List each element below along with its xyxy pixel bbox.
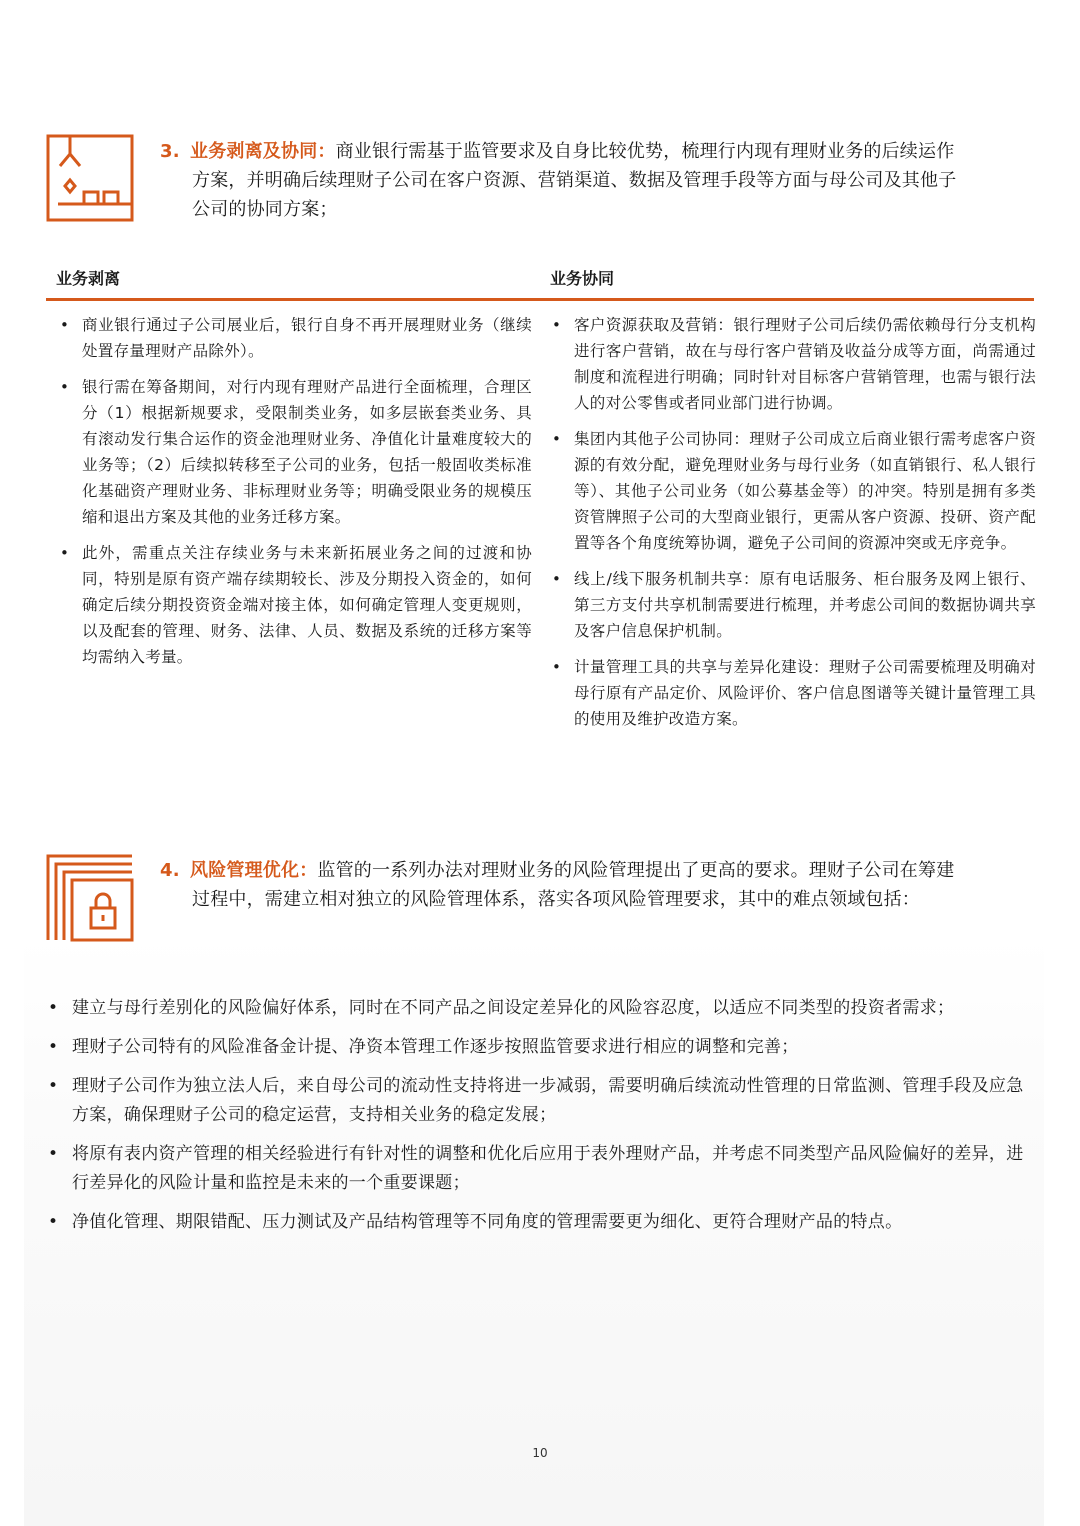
risk-difficulty-list [44,994,1038,1247]
list-item: • 建立与母行差别化的风险偏好体系，同时在不同产品之间设定差异化的风险容忍度，以适应不同类型的投资者需求； [44,994,1038,1023]
list-item: • 理财子公司作为独立法人后，来自母公司的流动性支持将进一步减弱，需要明确后续流动性管理的日常监测、管理手段及应急方案，确保理财子公司的稳定运营，支持相关业务的稳定发展； [44,1072,1038,1130]
header-divider [46,298,1034,301]
list-item: • 商业银行通过子公司展业后，银行自身不再开展理财业务（继续处置存量理财产品除外）。 [54,312,532,364]
list-item: • 计量管理工具的共享与差异化建设：理财子公司需要梳理及明确对母行原有产品定价、风险评价、客户信息图谱等关键计量管理工具的使用及维护改造方案。 [546,654,1036,732]
section3-intro [160,137,1040,224]
section3-line2: 方案，并明确后续理财子公司在客户资源、营销渠道、数据及管理手段等方面与母公司及其他子 [192,170,957,191]
separation-list [54,312,532,680]
list-item: • 将原有表内资产管理的相关经验进行有针对性的调整和优化后应用于表外理财产品，并考虑不同类型产品风险偏好的差异，进行差异化的风险计量和监控是未来的一个重要课题； [44,1140,1038,1198]
list-item: • 银行需在筹备期间，对行内现有理财产品进行全面梳理，合理区分（1）根据新规要求，受限制类业务，如多层嵌套类业务、具有滚动发行集合运作的资金池理财业务、净值化计量难度较大的业务等；（2）后续拟转移至子公司的业务，包括一般固收类标准化基础资产理财业务、非标理财业务等；明确受限业务的规模压缩和退出方案及其他的业务迁移方案。 [54,374,532,530]
section4-line2: 过程中，需建立相对独立的风险管理体系，落实各项风险管理要求，其中的难点领域包括： [192,889,920,910]
list-item: • 集团内其他子公司协同：理财子公司成立后商业银行需考虑客户资源的有效分配，避免理财业务与母行业务（如直销银行、私人银行等）、其他子公司业务（如公募基金等）的冲突。特别是拥有多类资管牌照子公司的大型商业银行，更需从客户资源、投研、资产配置等各个角度统筹协调，避免子公司间的资源冲突或无序竞争。 [546,426,1036,556]
column-header-business-synergy: 业务协同 [550,269,615,288]
column-header-business-separation: 业务剥离 [56,269,121,288]
lock-icon [46,854,134,946]
page-number: 10 [532,1446,548,1460]
list-item: • 净值化管理、期限错配、压力测试及产品结构管理等不同角度的管理需要更为细化、更符合理财产品的特点。 [44,1208,1038,1237]
section3-heading: 业务剥离及协同： [190,141,336,162]
list-item: • 线上/线下服务机制共享：原有电话服务、柜台服务及网上银行、第三方支付共享机制需要进行梳理，并考虑公司间的数据协调共享及客户信息保护机制。 [546,566,1036,644]
section3-line1: 商业银行需基于监管要求及自身比较优势，梳理行内现有理财业务的后续运作 [335,141,955,162]
section4-line1: 监管的一系列办法对理财业务的风险管理提出了更高的要求。理财子公司在筹建 [317,860,955,881]
section4-intro [160,856,1040,914]
section4-heading: 风险管理优化： [190,860,318,881]
list-item: • 理财子公司特有的风险准备金计提、净资本管理工作逐步按照监管要求进行相应的调整和完善； [44,1033,1038,1062]
section4-number: 4. [160,860,180,881]
list-item: • 客户资源获取及营销：银行理财子公司后续仍需依赖母行分支机构进行客户营销，故在与母行客户营销及收益分成等方面，尚需通过制度和流程进行明确；同时针对目标客户营销管理，也需与银行法人的对公零售或者同业部门进行协调。 [546,312,1036,416]
list-item: • 此外，需重点关注存续业务与未来新拓展业务之间的过渡和协同，特别是原有资产端存续期较长、涉及分期投入资金的，如何确定后续分期投资资金端对接主体，如何确定管理人变更规则，以及配套的管理、财务、法律、人员、数据及系统的迁移方案等均需纳入考量。 [54,540,532,670]
section3-number: 3. [160,141,180,162]
factory-crane-icon [46,134,134,226]
synergy-list [546,312,1036,742]
section3-line3: 公司的协同方案； [192,199,338,220]
